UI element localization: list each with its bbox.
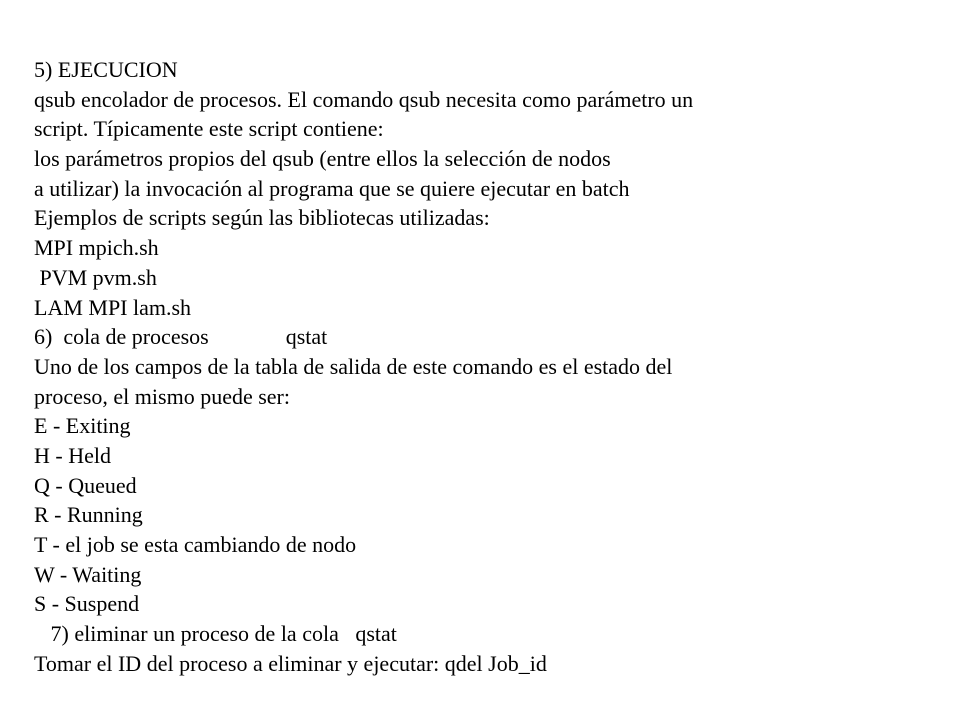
script-item-lam: LAM MPI lam.sh [34, 294, 192, 320]
text-line: Ejemplos de scripts según las bibliotecas utilizadas: [34, 205, 490, 231]
text-line: script. Típicamente este script contiene: [34, 116, 384, 142]
text-line: los parámetros propios del qsub (entre ellos la selección de nodos [34, 146, 611, 172]
status-item-exiting: E - Exiting [34, 413, 131, 439]
text-line: Tomar el ID del proceso a eliminar y ejecutar: qdel Job_id [34, 650, 547, 676]
slide-text-block [34, 55, 934, 678]
section-heading-ejecucion: 5) EJECUCION [34, 57, 178, 82]
status-item-waiting: W - Waiting [34, 561, 142, 587]
text-line: qsub encolador de procesos. El comando qsub necesita como parámetro un [34, 86, 694, 112]
section-heading-eliminar: 7) eliminar un proceso de la cola qstat [34, 621, 397, 647]
status-item-suspend: S - Suspend [34, 591, 140, 617]
section-heading-cola: 6) cola de procesos qstat [34, 324, 328, 350]
status-item-held: H - Held [34, 442, 111, 468]
text-line: Uno de los campos de la tabla de salida de este comando es el estado del [34, 353, 673, 379]
status-item-running: R - Running [34, 502, 143, 528]
status-item-queued: Q - Queued [34, 472, 137, 498]
script-item-pvm: PVM pvm.sh [34, 264, 157, 290]
status-item-transit: T - el job se esta cambiando de nodo [34, 532, 357, 557]
text-line: a utilizar) la invocación al programa que se quiere ejecutar en batch [34, 175, 630, 201]
script-item-mpi: MPI mpich.sh [34, 235, 159, 261]
text-line: proceso, el mismo puede ser: [34, 383, 290, 409]
